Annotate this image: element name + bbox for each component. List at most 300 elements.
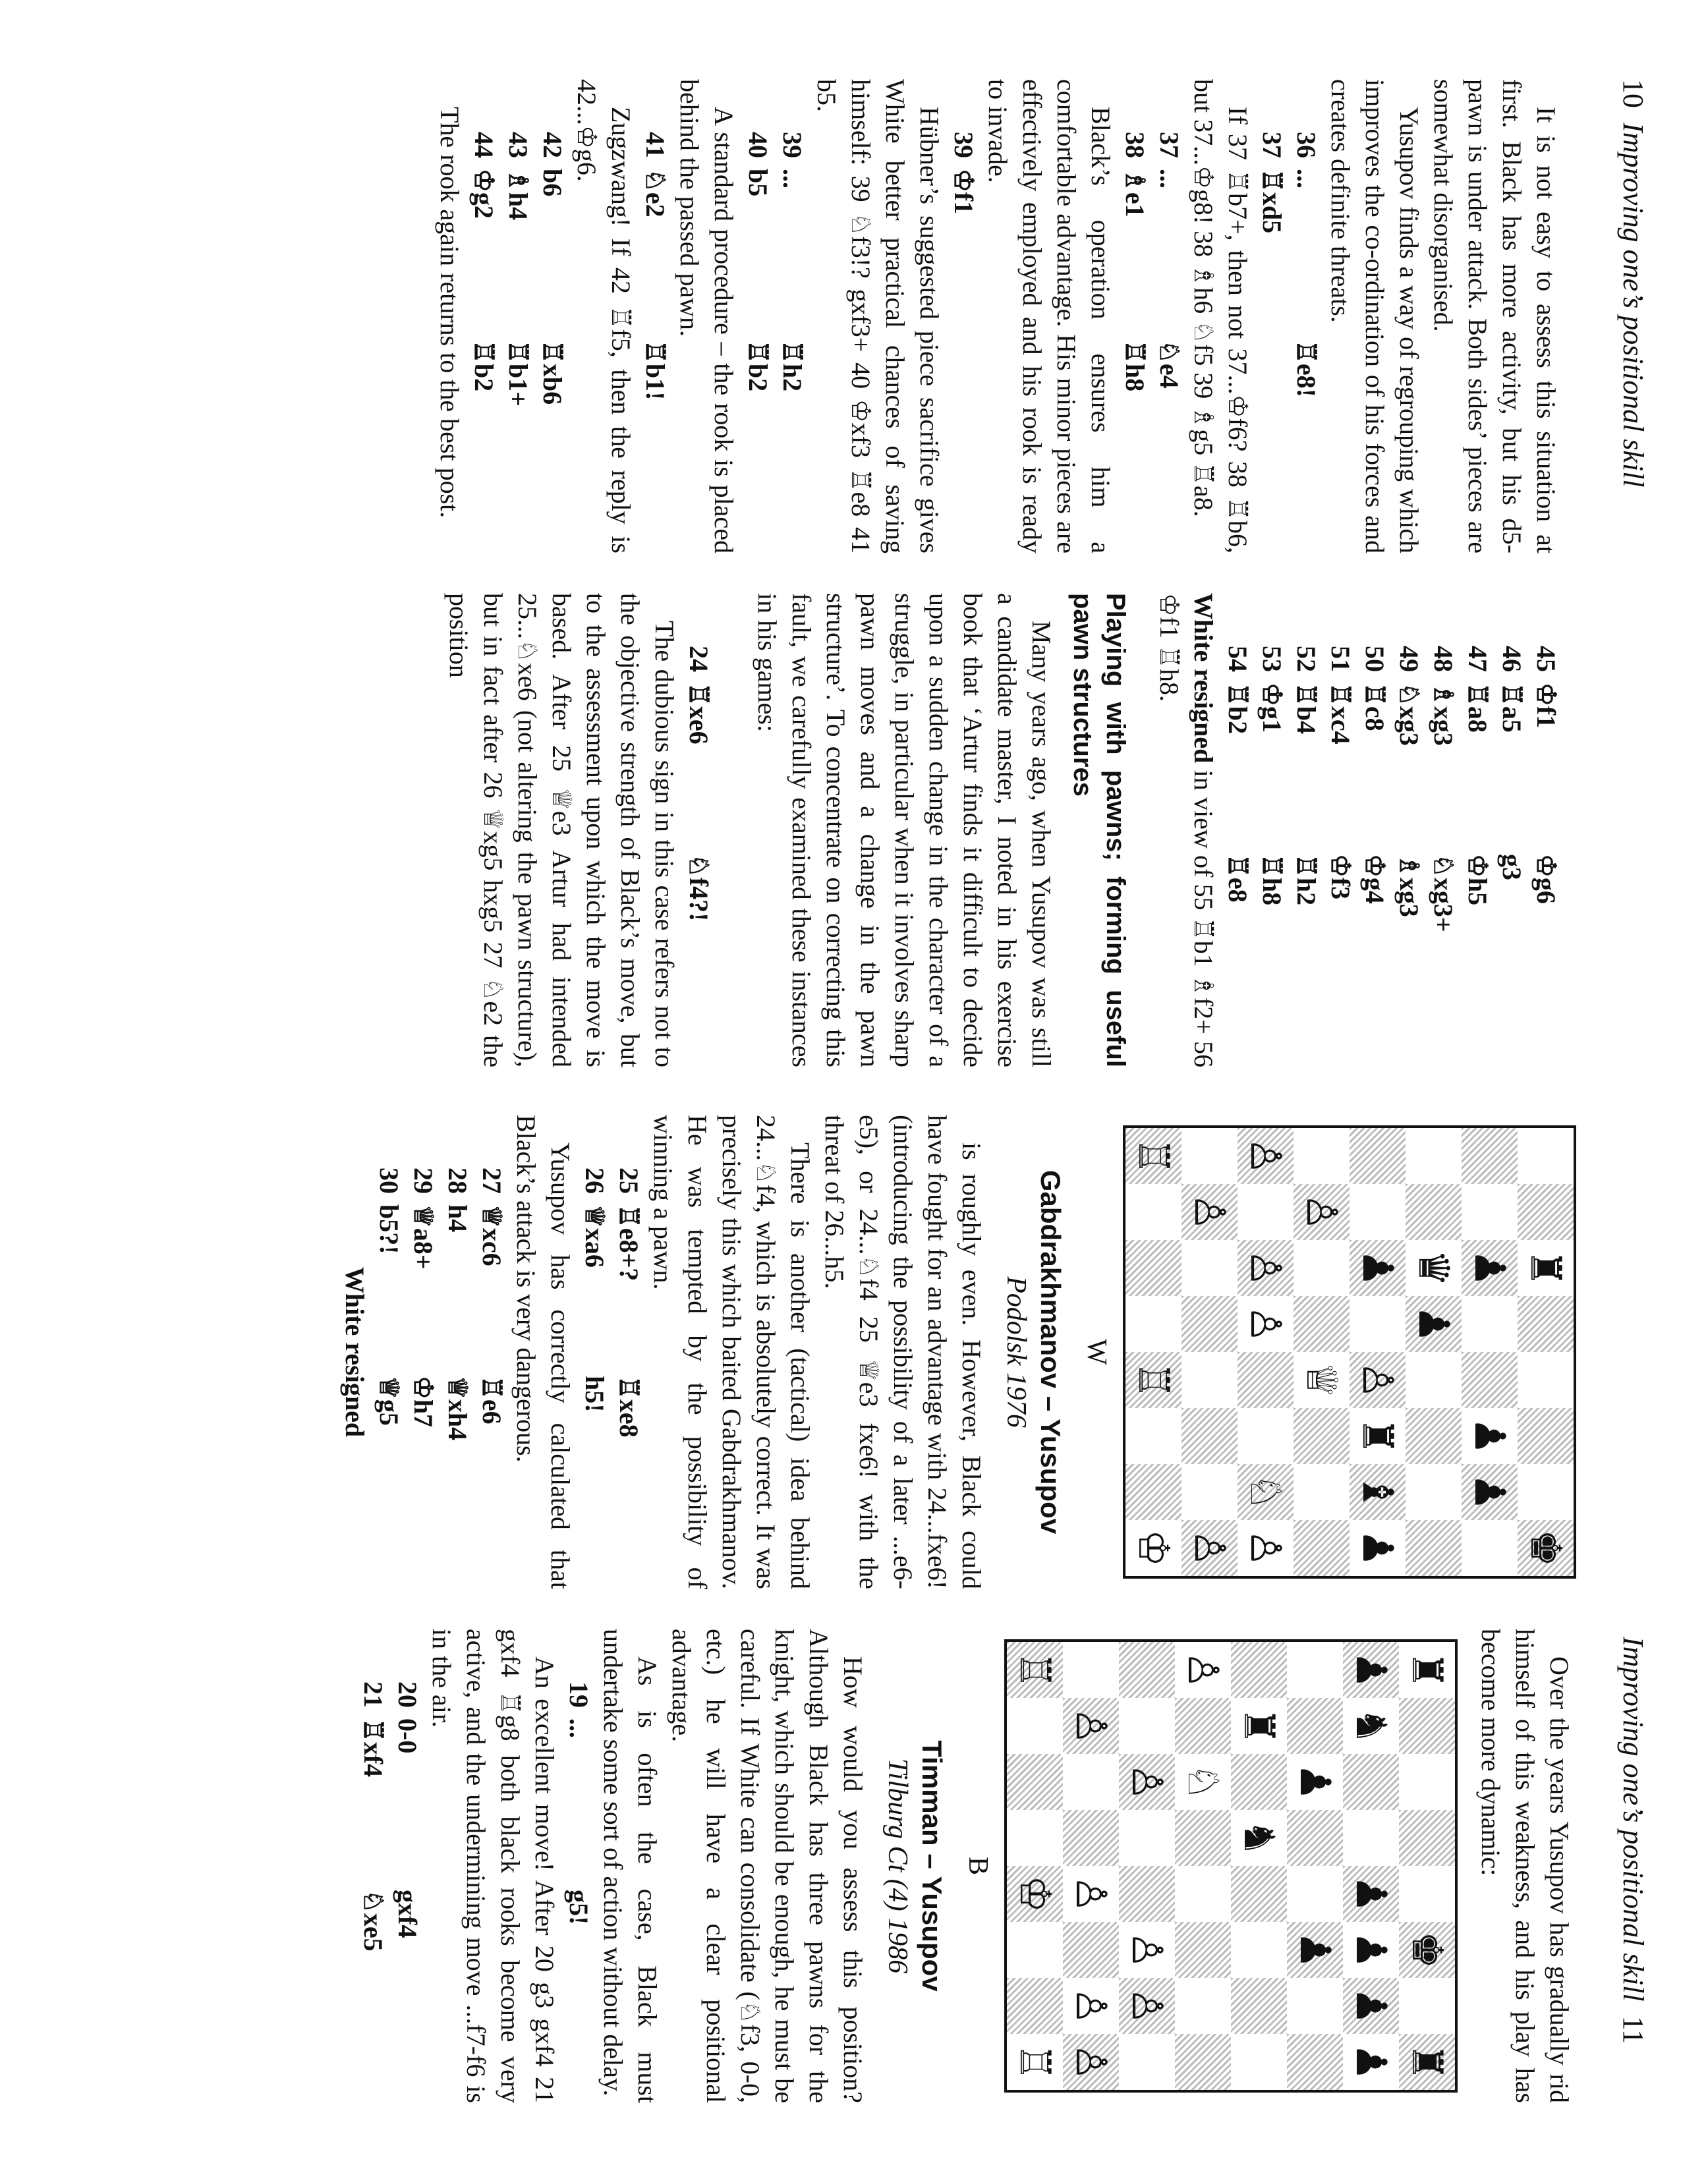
white-move: h4 xyxy=(443,1204,472,1233)
chess-piece-icon: ♖ xyxy=(1010,2042,1060,2081)
move-number: 25 xyxy=(614,1168,644,1194)
board-square xyxy=(1175,1698,1231,1754)
paragraph: Over the years Yusupov has gradually rid himself of this weakness, and his play has become more dynamic: xyxy=(1476,1629,1574,2103)
move-line xyxy=(535,79,569,553)
board-square xyxy=(1462,1296,1518,1352)
white-move: ♔g1 xyxy=(1257,683,1287,733)
move-number: 36 xyxy=(1292,132,1321,158)
board-square xyxy=(1007,1922,1063,1978)
move-number: 50 xyxy=(1360,646,1390,672)
white-move: ♕xc6 xyxy=(477,1204,507,1266)
white-move: ♕xa6 xyxy=(580,1204,610,1268)
right-column-2 xyxy=(356,1629,1576,2103)
black-move: ♔f3 xyxy=(1326,854,1355,900)
board-square xyxy=(1181,1296,1238,1352)
running-head-left xyxy=(1616,79,1650,488)
board-square xyxy=(1343,2034,1399,2090)
black-move: ♔h5 xyxy=(1463,854,1493,906)
move-number: 39 xyxy=(778,132,807,158)
chess-piece-icon: ♔ xyxy=(1129,1529,1178,1567)
move-number: 30 xyxy=(374,1168,404,1194)
board-square xyxy=(1406,1408,1462,1464)
paragraph: Zugzwang! If 42 ♖f5, then the reply is 42...♔g6. xyxy=(572,79,636,553)
board-square xyxy=(1119,2034,1175,2090)
board-square xyxy=(1231,1866,1287,1922)
move-number: 45 xyxy=(1531,646,1561,672)
board-square xyxy=(1175,1642,1231,1698)
board-square xyxy=(1063,2034,1119,2090)
paragraph: The dubious sign in this case refers not to the objective strength of Black’s move, but to the assessment upon which the move is based. After 25 ♕e3 Artur had intended 25...♘xe6 (not altering the pawn structure), but in fact after 26 ♕xg5 hxg5 27 ♘e2 the position xyxy=(444,593,679,1067)
board-square xyxy=(1294,1296,1350,1352)
board-square xyxy=(1238,1520,1294,1576)
white-move: ♖a5 xyxy=(1497,683,1527,733)
board-square xyxy=(1287,1978,1343,2034)
black-move: ♖e8 xyxy=(1223,854,1253,903)
board-square xyxy=(1238,1184,1294,1240)
move-number: 52 xyxy=(1292,646,1321,672)
board-square xyxy=(1007,1978,1063,2034)
white-move: ♘e2 xyxy=(640,169,670,217)
white-move: ... xyxy=(1154,169,1184,188)
board-square xyxy=(1462,1128,1518,1184)
board-square xyxy=(1294,1128,1350,1184)
board-square xyxy=(1518,1352,1574,1408)
board-square xyxy=(1007,1754,1063,1810)
board-square xyxy=(1350,1520,1406,1576)
chess-piece-icon: ♟ xyxy=(1290,1930,1340,1969)
white-move: ♖xf4 xyxy=(358,1718,388,1778)
side-to-move: B xyxy=(963,1856,993,1875)
board-square xyxy=(1343,1866,1399,1922)
board-square xyxy=(1462,1408,1518,1464)
board-square xyxy=(1287,1810,1343,1866)
paragraph: Hübner’s suggested piece sacrifice gives White better practical chances of saving himself: 39 ♘f3!? gxf3+ 40 ♔xf3 ♖e8 41 b5. xyxy=(812,79,944,553)
board-square xyxy=(1238,1128,1294,1184)
move-number: 46 xyxy=(1497,646,1527,672)
paragraph-text: in view of 55 ♖b1 ♗f2+ 56 ♔f1 ♖h8. xyxy=(1154,593,1218,1067)
move-line xyxy=(775,79,809,553)
move-number: 28 xyxy=(443,1168,472,1194)
board-square xyxy=(1119,1978,1175,2034)
board-square xyxy=(1518,1296,1574,1352)
chess-piece-icon: ♜ xyxy=(1521,1249,1570,1287)
chess-piece-icon: ♜ xyxy=(1353,1417,1402,1455)
chess-piece-icon: ♙ xyxy=(1066,1986,1116,2025)
chess-piece-icon: ♙ xyxy=(1241,1137,1290,1175)
move-line xyxy=(1392,593,1426,1067)
board-square xyxy=(1231,1698,1287,1754)
black-move: ♖h2 xyxy=(1292,854,1321,906)
board-square xyxy=(1406,1352,1462,1408)
chess-piece-icon: ♜ xyxy=(1234,1706,1284,1745)
white-move: ♖a8 xyxy=(1463,683,1493,733)
board-square xyxy=(1343,1698,1399,1754)
chess-piece-icon: ♞ xyxy=(1346,1706,1396,1745)
chess-piece-icon: ♖ xyxy=(1129,1137,1178,1175)
game-title: Gabdrakhmanov – Yusupov xyxy=(1035,1169,1066,1535)
board-square xyxy=(1343,1978,1399,2034)
black-move: ♖e6 xyxy=(477,1376,507,1424)
black-move: ♘xe5 xyxy=(358,1890,388,1952)
black-move: h5! xyxy=(580,1376,610,1413)
paragraph: Many years ago, when Yusupov was still a candidate master, I noted in his exercise book that ‘Artur finds it difficult to decide upon a sudden change in the character of a struggle, in particular when it involves sharp pawn moves and a change in the pawn structure’. To concentrate on correcting this fault, we carefully examined these instances in his games: xyxy=(753,593,1056,1067)
move-line xyxy=(1255,593,1289,1067)
move-number: 48 xyxy=(1429,646,1458,672)
chess-piece-icon: ♖ xyxy=(1010,1650,1060,1689)
white-move: b6 xyxy=(538,169,567,197)
board-square xyxy=(1399,1922,1455,1978)
move-number: 21 xyxy=(358,1681,388,1708)
board-square xyxy=(1175,1810,1231,1866)
black-move: ♖b2 xyxy=(469,340,499,392)
chess-piece-icon: ♟ xyxy=(1465,1417,1514,1455)
right-page xyxy=(0,1088,1708,2169)
move-number: 51 xyxy=(1326,646,1355,672)
black-move: ♔h7 xyxy=(409,1376,438,1428)
board-square xyxy=(1063,1810,1119,1866)
board-square xyxy=(1406,1240,1462,1296)
board-square xyxy=(1119,1754,1175,1810)
board-square xyxy=(1063,1922,1119,1978)
move-line xyxy=(1118,79,1152,553)
move-line xyxy=(1323,593,1357,1067)
move-number: 54 xyxy=(1223,646,1253,672)
board-square xyxy=(1406,1520,1462,1576)
black-move: ♘e4 xyxy=(1154,340,1184,389)
chess-piece-icon: ♙ xyxy=(1066,1706,1116,1745)
right-column-2-text xyxy=(356,1629,870,2103)
black-move: ♔g6 xyxy=(1531,854,1561,904)
running-head-title: Improving one’s positional skill xyxy=(1617,123,1649,488)
chess-piece-icon: ♘ xyxy=(1241,1473,1290,1511)
move-number: 40 xyxy=(743,132,773,158)
chess-piece-icon: ♔ xyxy=(1010,1874,1060,1913)
black-move: ♕g5 xyxy=(374,1376,404,1426)
move-line xyxy=(372,1115,406,1589)
black-move: ♖xb6 xyxy=(538,340,567,405)
chess-board xyxy=(1123,1125,1576,1579)
chess-piece-icon: ♙ xyxy=(1122,1930,1172,1969)
board-square xyxy=(1350,1240,1406,1296)
white-move: ♕a8+ xyxy=(409,1204,438,1270)
black-move: ♗xg3 xyxy=(1394,854,1424,917)
section-heading: Playing with pawns; forming useful pawn structures xyxy=(1068,593,1130,1067)
page-number: 11 xyxy=(1617,2015,1649,2044)
board-square xyxy=(1287,1642,1343,1698)
board-square xyxy=(1063,1642,1119,1698)
board-square xyxy=(1175,1754,1231,1810)
board-square xyxy=(1462,1240,1518,1296)
move-number: 49 xyxy=(1394,646,1424,672)
chess-piece-icon: ♙ xyxy=(1178,1650,1228,1689)
black-move: ♖h8 xyxy=(1257,854,1287,906)
board-square xyxy=(1238,1408,1294,1464)
board-square xyxy=(1007,1810,1063,1866)
move-line xyxy=(1460,593,1494,1067)
chess-piece-icon: ♟ xyxy=(1290,1762,1340,1801)
paragraph: How would you assess this position? Although Black has three pawns for the knight, which should be enough, he must be careful. If White can consolidate (♘f3, 0-0, etc.) he will have a clear positional advantage. xyxy=(667,1629,868,2103)
paragraph: If 37 ♖b7+, then not 37...♔f6? 38 ♖b6, but 37...♔g8! 38 ♗h6 ♘f5 39 ♗g5 ♖a8. xyxy=(1189,79,1253,553)
move-line xyxy=(561,1629,596,2103)
bold-text: White resigned xyxy=(1189,593,1218,764)
paragraph: A standard procedure – the rook is placed behind the passed pawn. xyxy=(675,79,739,553)
chess-piece-icon: ♟ xyxy=(1409,1305,1458,1343)
left-page xyxy=(0,0,1708,1081)
game-event: Tilburg Ct (4) 1986 xyxy=(882,1758,913,1974)
board-square xyxy=(1231,1754,1287,1810)
black-move: ♖b2 xyxy=(743,340,773,392)
chess-piece-icon: ♙ xyxy=(1122,1986,1172,2025)
black-move: gxf4 xyxy=(393,1890,422,1938)
board-square xyxy=(1462,1464,1518,1520)
board-square xyxy=(1399,2034,1455,2090)
chess-piece-icon: ♛ xyxy=(1409,1249,1458,1287)
result-line: White resigned xyxy=(340,1266,370,1438)
board-square xyxy=(1518,1408,1574,1464)
paragraph: As is often the case, Black must undertake some sort of action without delay. xyxy=(598,1629,662,2103)
white-move: ♔g2 xyxy=(469,169,499,219)
board-square xyxy=(1181,1520,1238,1576)
left-column-2 xyxy=(441,593,1563,1067)
paragraph: An excellent move! After 20 g3 gxf4 21 gxf4 ♖g8 both black rooks become very active, and the undermining move ...f7-f6 is in the air. xyxy=(427,1629,559,2103)
board-square xyxy=(1119,1810,1175,1866)
white-move: ♘xg3 xyxy=(1394,683,1424,746)
board-square xyxy=(1406,1128,1462,1184)
move-line xyxy=(356,1629,390,2103)
board-square xyxy=(1518,1464,1574,1520)
move-line xyxy=(501,79,535,553)
white-move: b5 xyxy=(743,169,773,197)
black-move: g3 xyxy=(1497,854,1527,880)
board-square xyxy=(1175,1978,1231,2034)
board-square xyxy=(1287,1922,1343,1978)
move-number: 24 xyxy=(684,646,714,672)
board-square xyxy=(1007,1642,1063,1698)
move-number: 38 xyxy=(1120,132,1150,158)
board-square xyxy=(1287,1754,1343,1810)
white-move: ♖b4 xyxy=(1292,683,1321,735)
board-square xyxy=(1294,1352,1350,1408)
paragraph: Black’s operation ensures him a comfortable advantage. His minor pieces are effectively employed and his rook is ready to invade. xyxy=(983,79,1116,553)
right-column-1 xyxy=(337,1115,1576,1589)
chess-piece-icon: ♜ xyxy=(1402,2042,1452,2081)
move-line xyxy=(1255,79,1289,553)
chess-diagram-2 xyxy=(880,1629,1458,2103)
side-to-move: W xyxy=(1081,1339,1112,1365)
board-square xyxy=(1181,1184,1238,1240)
move-number: 37 xyxy=(1154,132,1184,158)
white-move: ♖b2 xyxy=(1223,683,1253,735)
board-square xyxy=(1119,1642,1175,1698)
running-head-title: Improving one’s positional skill xyxy=(1617,1636,1649,2002)
black-move: ♕xh4 xyxy=(443,1376,472,1441)
move-line xyxy=(681,593,716,1067)
board-square xyxy=(1294,1520,1350,1576)
move-line xyxy=(474,1115,509,1589)
board-square xyxy=(1462,1520,1518,1576)
white-move: ♖xd5 xyxy=(1257,169,1287,234)
chess-piece-icon: ♚ xyxy=(1521,1529,1570,1567)
move-number: 29 xyxy=(409,1168,438,1194)
board-square xyxy=(1406,1464,1462,1520)
chess-piece-icon: ♟ xyxy=(1346,1986,1396,2025)
paragraph: It is not easy to assess this situation at first. Black has more activity, but his d5-pawn is under attack. Both sides’ pieces are somewhat disorganised. xyxy=(1429,79,1561,553)
move-line xyxy=(1289,593,1323,1067)
white-move: ... xyxy=(564,1718,594,1738)
board-square xyxy=(1181,1128,1238,1184)
board-square xyxy=(1238,1296,1294,1352)
chess-piece-icon: ♖ xyxy=(1129,1361,1178,1399)
paragraph: Yusupov finds a way of regrouping which improves the co-ordination of his forces and creates definite threats. xyxy=(1326,79,1424,553)
board-square xyxy=(1294,1464,1350,1520)
board-square xyxy=(1119,1698,1175,1754)
chess-piece-icon: ♜ xyxy=(1402,1650,1452,1689)
move-number: 47 xyxy=(1463,646,1493,672)
board-square xyxy=(1287,1698,1343,1754)
white-move: ♔f1 xyxy=(1531,683,1561,729)
board-square xyxy=(1125,1408,1181,1464)
move-number: 41 xyxy=(640,132,670,158)
board-square xyxy=(1343,1754,1399,1810)
move-number: 53 xyxy=(1257,646,1287,672)
black-move: ♖xe8 xyxy=(614,1376,644,1438)
board-square xyxy=(1063,1866,1119,1922)
board-square xyxy=(1406,1184,1462,1240)
move-line xyxy=(406,1115,440,1589)
chess-piece-icon: ♟ xyxy=(1465,1473,1514,1511)
board-square xyxy=(1175,1922,1231,1978)
board-square xyxy=(1294,1184,1350,1240)
black-move: ♖e8! xyxy=(1292,340,1321,397)
board-square xyxy=(1125,1128,1181,1184)
chess-piece-icon: ♙ xyxy=(1185,1193,1234,1231)
board-square xyxy=(1518,1520,1574,1576)
chess-piece-icon: ♘ xyxy=(1178,1762,1228,1801)
board-square xyxy=(1231,1922,1287,1978)
chess-board xyxy=(1004,1639,1458,2093)
board-square xyxy=(1343,1642,1399,1698)
board-square xyxy=(1518,1184,1574,1240)
black-move: ♖h8 xyxy=(1120,340,1150,392)
board-square xyxy=(1125,1464,1181,1520)
running-head-right xyxy=(1616,1637,1650,2044)
board-square xyxy=(1399,1642,1455,1698)
board-square xyxy=(1287,1866,1343,1922)
right-column-2-intro xyxy=(1473,1629,1576,2103)
chess-piece-icon: ♟ xyxy=(1346,2042,1396,2081)
chess-piece-icon: ♙ xyxy=(1353,1361,1402,1399)
white-move: ♗e1 xyxy=(1120,169,1150,217)
move-line xyxy=(1494,593,1529,1067)
chess-diagram-1 xyxy=(999,1115,1576,1589)
move-line xyxy=(1357,593,1392,1067)
board-square xyxy=(1350,1128,1406,1184)
move-number: 26 xyxy=(580,1168,610,1194)
board-square xyxy=(1007,1866,1063,1922)
move-number: 37 xyxy=(1257,132,1287,158)
board-square xyxy=(1125,1184,1181,1240)
chess-piece-icon: ♕ xyxy=(1297,1361,1346,1399)
move-line xyxy=(1152,79,1186,553)
move-line xyxy=(577,1115,612,1589)
board-square xyxy=(1231,1978,1287,2034)
board-square xyxy=(1399,1978,1455,2034)
black-move: ♘f4?! xyxy=(684,854,714,922)
move-line xyxy=(741,79,775,553)
white-move: ♖xe6 xyxy=(684,683,714,745)
board-square xyxy=(1231,1810,1287,1866)
chess-piece-icon: ♚ xyxy=(1402,1930,1452,1969)
paragraph: There is another (tactical) idea behind 24...♘f4, which is absolutely correct. It was precisely this which baited Gabdrakhmanov. He was tempted by the possibility of winning a pawn. xyxy=(648,1115,815,1589)
chess-piece-icon: ♟ xyxy=(1346,1874,1396,1913)
board-square xyxy=(1399,1866,1455,1922)
move-number: 20 xyxy=(393,1681,422,1708)
black-move xyxy=(946,340,981,511)
board-square xyxy=(1238,1240,1294,1296)
move-number: 43 xyxy=(503,132,533,158)
move-line xyxy=(612,1115,646,1589)
board-square xyxy=(1125,1352,1181,1408)
board-square xyxy=(1063,1698,1119,1754)
chess-piece-icon: ♟ xyxy=(1346,1650,1396,1689)
board-square xyxy=(1238,1352,1294,1408)
move-line xyxy=(638,79,672,553)
move-number: 19 xyxy=(564,1681,594,1708)
black-move: ♖b1+ xyxy=(503,340,533,407)
black-move: ♖b1! xyxy=(640,340,670,401)
board-square xyxy=(1175,1866,1231,1922)
board-square xyxy=(1350,1464,1406,1520)
board-square xyxy=(1119,1866,1175,1922)
chess-piece-icon: ♙ xyxy=(1066,1874,1116,1913)
move-line xyxy=(390,1629,424,2103)
left-column-1 xyxy=(432,79,1563,553)
black-move xyxy=(1255,340,1289,511)
board-square xyxy=(1343,1922,1399,1978)
right-column-1-text xyxy=(337,1115,988,1589)
chess-piece-icon: ♙ xyxy=(1241,1529,1290,1567)
paragraph: is roughly even. However, Black could have fought for an advantage with 24...fxe6! (introducing the possibility of a later ...e6-e5), or 24...♘f4 25 ♕e3 fxe6! with the threat of 26...h5. xyxy=(820,1115,986,1589)
board-square xyxy=(1350,1184,1406,1240)
chess-piece-icon: ♟ xyxy=(1465,1249,1514,1287)
white-move: b5?! xyxy=(374,1204,404,1254)
white-move: ♖c8 xyxy=(1360,683,1390,731)
board-square xyxy=(1294,1240,1350,1296)
board-square xyxy=(1007,2034,1063,2090)
board-square xyxy=(1343,1810,1399,1866)
board-square xyxy=(1238,1464,1294,1520)
board-square xyxy=(1125,1296,1181,1352)
board-square xyxy=(1462,1352,1518,1408)
spacer xyxy=(716,593,750,1067)
chess-piece-icon: ♝ xyxy=(1353,1473,1402,1511)
board-square xyxy=(1287,2034,1343,2090)
move-line xyxy=(1529,593,1563,1067)
board-square xyxy=(1175,2034,1231,2090)
chess-piece-icon: ♙ xyxy=(1241,1249,1290,1287)
board-square xyxy=(1063,1978,1119,2034)
board-square xyxy=(1181,1352,1238,1408)
paragraph: Yusupov has correctly calculated that Black’s attack is very dangerous. xyxy=(511,1115,575,1589)
game-event: Podolsk 1976 xyxy=(1001,1276,1031,1428)
white-move: ♔f1 xyxy=(949,169,979,215)
chess-piece-icon: ♞ xyxy=(1234,1818,1284,1857)
white-move: ♖e8+? xyxy=(614,1204,644,1282)
black-move: ♔g4 xyxy=(1360,854,1390,904)
move-line xyxy=(1220,593,1255,1067)
board-square xyxy=(1406,1296,1462,1352)
board-square xyxy=(1125,1520,1181,1576)
